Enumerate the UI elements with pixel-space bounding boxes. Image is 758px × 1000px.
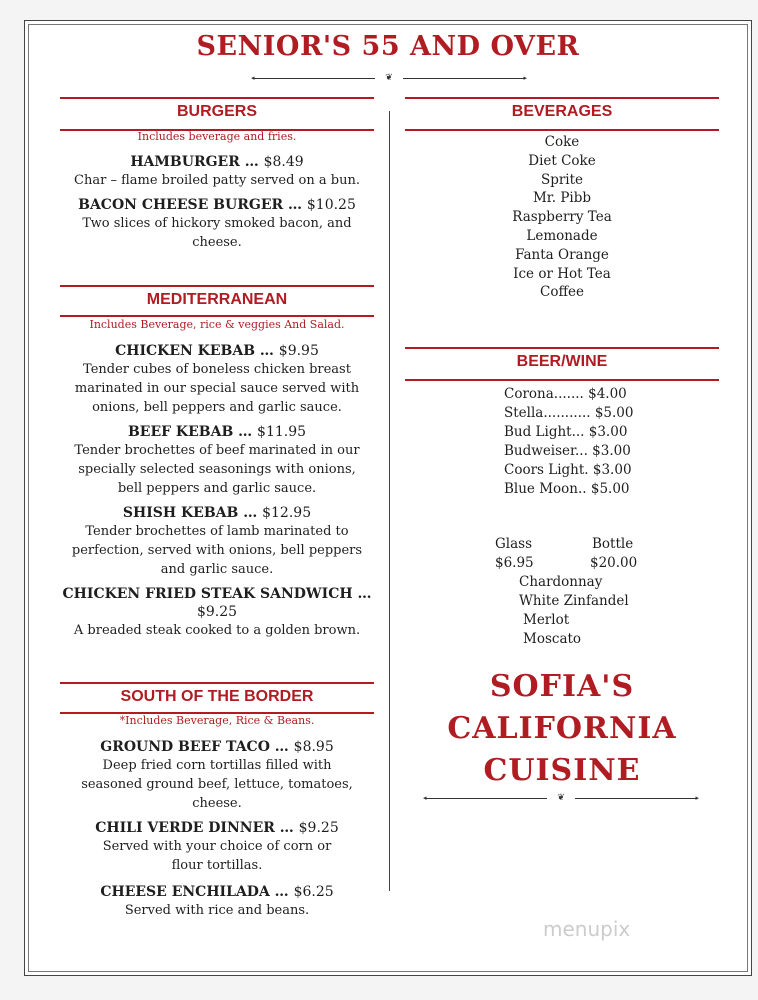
list-item: White Zinfandel	[519, 593, 629, 609]
item-name: CHICKEN FRIED STEAK SANDWICH …	[62, 586, 372, 602]
section-heading-south-of-the-border: SOUTH OF THE BORDER	[60, 682, 374, 714]
item-description: Char – flame broiled patty served on a bun.	[74, 173, 360, 188]
list-item: Coffee	[539, 284, 585, 301]
menu-item	[60, 196, 374, 252]
item-name: BEEF KEBAB …	[127, 424, 253, 440]
list-item: Merlot	[523, 612, 570, 628]
list-item: Fanta Orange	[515, 246, 609, 263]
item-price: $8.49	[263, 154, 304, 170]
item-description: Tender cubes of boneless chicken breast marinated in our special sauce served with onions, bell peppers and garlic sauce.	[74, 362, 360, 415]
item-description: Two slices of hickory smoked bacon, and cheese.	[82, 216, 352, 250]
watermark: menupix	[543, 917, 631, 941]
item-price: $12.95	[262, 505, 312, 521]
list-item: Chardonnay	[519, 574, 603, 590]
item-description: Tender brochettes of beef marinated in our specially selected seasonings with onions, bell peppers and garlic sauce.	[74, 443, 360, 496]
wine-bottle-price: $20.00	[590, 555, 638, 571]
item-description: Deep fried corn tortillas filled with seasoned ground beef, lettuce, tomatoes, cheese.	[81, 758, 353, 811]
list-item: Sprite	[540, 171, 584, 188]
list-item: Ice or Hot Tea	[513, 265, 611, 282]
item-name: CHICKEN KEBAB …	[115, 343, 274, 359]
wine-glass-price: $6.95	[495, 555, 534, 571]
brand-line-3: CUISINE	[483, 753, 641, 788]
item-description: Served with rice and beans.	[124, 903, 310, 918]
menu-page	[24, 20, 752, 976]
menu-item	[60, 883, 374, 920]
item-name: HAMBURGER …	[130, 154, 259, 170]
wine-list	[519, 573, 629, 649]
list-item: Blue Moon.. $5.00	[504, 481, 630, 497]
beer-list	[504, 385, 634, 499]
item-description: A breaded steak cooked to a golden brown.	[73, 623, 361, 638]
brand-flourish: ◂ ▸ ❦	[423, 793, 699, 803]
list-item: Mr. Pibb	[532, 190, 592, 207]
menu-item	[60, 342, 374, 417]
item-description: Tender brochettes of lamb marinated to perfection, served with onions, bell peppers and garlic sauce.	[71, 524, 363, 577]
section-heading-beverages: BEVERAGES	[405, 97, 719, 131]
list-item: Moscato	[523, 631, 582, 647]
item-name: SHISH KEBAB …	[122, 505, 258, 521]
section-heading-burgers: BURGERS	[60, 97, 374, 131]
section-heading-beer-wine: BEER/WINE	[405, 347, 719, 381]
menu-item	[60, 738, 374, 813]
menu-item	[60, 585, 374, 640]
menu-title: SENIOR'S 55 AND OVER	[196, 31, 580, 62]
item-price: $9.25	[298, 820, 339, 836]
item-name: GROUND BEEF TACO …	[100, 739, 289, 755]
list-item: Coors Light. $3.00	[504, 462, 632, 478]
item-price: $8.95	[293, 739, 334, 755]
item-name: CHEESE ENCHILADA …	[100, 884, 289, 900]
beverages-list	[405, 133, 719, 302]
item-price: $9.95	[278, 343, 319, 359]
mediterranean-note: Includes Beverage, rice & veggies And Salad.	[89, 318, 345, 331]
list-item: Bud Light... $3.00	[504, 424, 628, 440]
burgers-list	[60, 153, 374, 258]
ornament-icon: ❦	[547, 793, 575, 803]
brand-line-2: CALIFORNIA	[447, 711, 677, 746]
item-price: $9.25	[196, 604, 238, 620]
item-price: $10.25	[306, 197, 356, 213]
list-item: Raspberry Tea	[512, 209, 612, 226]
restaurant-brand	[405, 666, 719, 792]
wine-glass-label: Glass	[495, 536, 533, 552]
section-heading-mediterranean: MEDITERRANEAN	[60, 285, 374, 317]
menu-item	[60, 819, 374, 875]
south-note: *Includes Beverage, Rice & Beans.	[119, 714, 315, 727]
ornament-icon: ❦	[375, 73, 403, 83]
item-price: $11.95	[257, 424, 307, 440]
list-item: Diet Coke	[528, 152, 596, 169]
item-price: $6.25	[293, 884, 334, 900]
item-description: Served with your choice of corn or flour tortillas.	[102, 839, 332, 873]
list-item: Stella........... $5.00	[504, 405, 634, 421]
item-name: CHILI VERDE DINNER …	[95, 820, 294, 836]
item-name: BACON CHEESE BURGER …	[78, 197, 302, 213]
mediterranean-list	[60, 342, 374, 646]
list-item: Lemonade	[526, 227, 598, 244]
menu-item	[60, 153, 374, 190]
menu-item	[60, 423, 374, 498]
brand-line-1: SOFIA'S	[489, 669, 635, 704]
list-item: Coke	[544, 134, 580, 150]
menu-item	[60, 504, 374, 579]
burgers-note: Includes beverage and fries.	[137, 130, 297, 143]
list-item: Budweiser... $3.00	[504, 443, 631, 459]
title-flourish: ◂ ▸ ❦	[251, 73, 527, 83]
column-divider	[389, 111, 390, 891]
list-item: Corona....... $4.00	[504, 386, 627, 402]
wine-bottle-label: Bottle	[592, 536, 634, 552]
south-list	[60, 738, 374, 926]
